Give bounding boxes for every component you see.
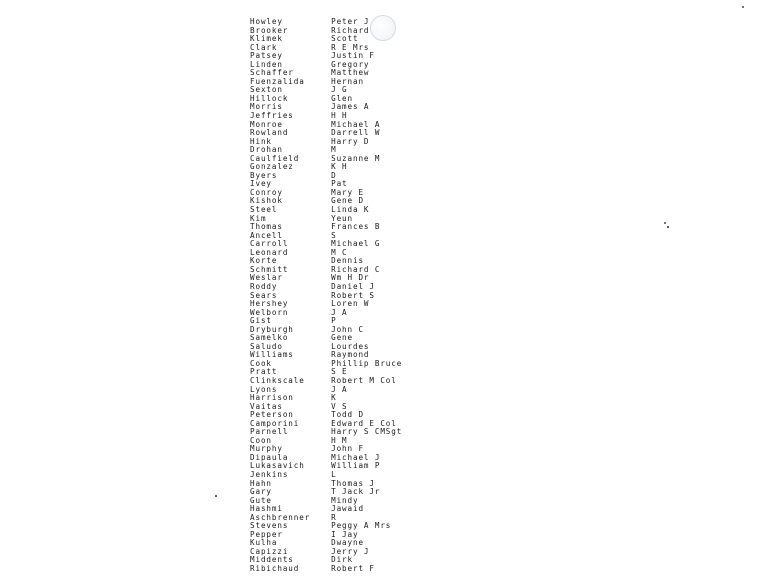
first-name: Harry D <box>331 137 370 146</box>
last-name: Schmitt <box>250 265 289 274</box>
list-item <box>250 539 430 548</box>
list-item <box>250 121 430 130</box>
first-name: Jawaid <box>331 505 364 514</box>
first-name: S <box>331 231 337 240</box>
first-name: Michael J <box>331 453 381 462</box>
last-name: Dipaula <box>250 453 289 462</box>
first-name: Michael A <box>331 120 381 129</box>
list-item <box>250 488 430 497</box>
list-item <box>250 146 430 155</box>
last-name: Byers <box>250 171 278 180</box>
list-item <box>250 394 430 403</box>
last-name: Middents <box>250 556 294 565</box>
last-name: Parnell <box>250 428 289 437</box>
first-name: Darrell W <box>331 129 381 138</box>
first-name: T Jack Jr <box>331 488 381 497</box>
last-name: Patsey <box>250 52 283 61</box>
list-item <box>250 445 430 454</box>
first-name: Lourdes <box>331 342 370 351</box>
list-item <box>250 343 430 352</box>
list-item <box>250 428 430 437</box>
last-name: Hink <box>250 137 272 146</box>
last-name: Camporini <box>250 419 300 428</box>
list-item <box>250 377 430 386</box>
last-name: Hashmi <box>250 505 283 514</box>
last-name: Capizzi <box>250 547 289 556</box>
first-name: Linda K <box>331 206 370 215</box>
first-name: Gene D <box>331 197 364 206</box>
last-name: Hershey <box>250 300 289 309</box>
last-name: Gute <box>250 496 272 505</box>
scan-speck <box>742 6 744 8</box>
list-item <box>250 103 430 112</box>
list-item <box>250 386 430 395</box>
list-item <box>250 86 430 95</box>
last-name: Leonard <box>250 248 289 257</box>
list-item <box>250 61 430 70</box>
last-name: Gist <box>250 317 272 326</box>
last-name: Welborn <box>250 308 289 317</box>
first-name: James A <box>331 103 370 112</box>
list-item <box>250 505 430 514</box>
first-name: Dirk <box>331 556 353 565</box>
list-item <box>250 206 430 215</box>
list-item <box>250 326 430 335</box>
list-item <box>250 112 430 121</box>
first-name: Scott <box>331 35 359 44</box>
first-name: J A <box>331 385 348 394</box>
last-name: Peterson <box>250 411 294 420</box>
first-name: R E Mrs <box>331 43 370 52</box>
list-item <box>250 35 430 44</box>
scan-speck <box>664 222 666 224</box>
list-item <box>250 514 430 523</box>
first-name: Mary E <box>331 188 364 197</box>
first-name: Dwayne <box>331 539 364 548</box>
last-name: Howley <box>250 18 283 26</box>
first-name: D <box>331 171 337 180</box>
list-item <box>250 172 430 181</box>
last-name: Gary <box>250 488 272 497</box>
last-name: Harrison <box>250 394 294 403</box>
list-item <box>250 240 430 249</box>
last-name: Hillock <box>250 94 289 103</box>
list-item <box>250 78 430 87</box>
list-item <box>250 437 430 446</box>
last-name: Kulha <box>250 539 278 548</box>
first-name: Raymond <box>331 351 370 360</box>
first-name: V S <box>331 402 348 411</box>
first-name: I Jay <box>331 530 359 539</box>
list-item <box>250 292 430 301</box>
first-name: William P <box>331 462 381 471</box>
list-item <box>250 52 430 61</box>
list-item <box>250 129 430 138</box>
first-name: M C <box>331 248 348 257</box>
last-name: Weslar <box>250 274 283 283</box>
first-name: Jerry J <box>331 547 370 556</box>
last-name: Carroll <box>250 240 289 249</box>
list-item <box>250 232 430 241</box>
list-item <box>250 138 430 147</box>
last-name: Samelko <box>250 334 289 343</box>
list-item <box>250 403 430 412</box>
first-name: Richard C <box>331 265 381 274</box>
first-name: Frances B <box>331 223 381 232</box>
list-item <box>250 223 430 232</box>
last-name: Hahn <box>250 479 272 488</box>
last-name: Morris <box>250 103 283 112</box>
first-name: Daniel J <box>331 282 375 291</box>
last-name: Stevens <box>250 522 289 531</box>
name-list <box>250 18 430 574</box>
last-name: Jeffries <box>250 112 294 121</box>
list-item <box>250 462 430 471</box>
first-name: Robert S <box>331 291 375 300</box>
last-name: Fuenzalida <box>250 77 305 86</box>
first-name: S E <box>331 368 348 377</box>
list-item <box>250 266 430 275</box>
list-item <box>250 565 430 574</box>
first-name: Gene <box>331 334 353 343</box>
first-name: Suzanne M <box>331 154 381 163</box>
list-item <box>250 522 430 531</box>
first-name: Robert M Col <box>331 376 397 385</box>
list-item <box>250 283 430 292</box>
last-name: Ivey <box>250 180 272 189</box>
first-name: M <box>331 146 337 155</box>
list-item <box>250 95 430 104</box>
list-item <box>250 197 430 206</box>
list-item <box>250 531 430 540</box>
first-name: Peggy A Mrs <box>331 522 392 531</box>
last-name: Jenkins <box>250 470 289 479</box>
first-name: H M <box>331 436 348 445</box>
first-name: Pat <box>331 180 348 189</box>
last-name: Vaitas <box>250 402 283 411</box>
list-item <box>250 155 430 164</box>
list-item <box>250 317 430 326</box>
last-name: Drohan <box>250 146 283 155</box>
last-name: Steel <box>250 206 278 215</box>
first-name: Michael G <box>331 240 381 249</box>
last-name: Murphy <box>250 445 283 454</box>
first-name: R <box>331 513 337 522</box>
list-item <box>250 420 430 429</box>
last-name: Klimek <box>250 35 283 44</box>
list-item <box>250 215 430 224</box>
first-name: Matthew <box>331 69 370 78</box>
last-name: Kishok <box>250 197 283 206</box>
first-name: Todd D <box>331 411 364 420</box>
last-name: Monroe <box>250 120 283 129</box>
list-item <box>250 27 430 36</box>
list-item <box>250 556 430 565</box>
first-name: John F <box>331 445 364 454</box>
last-name: Saludo <box>250 342 283 351</box>
first-name: P <box>331 317 337 326</box>
list-item <box>250 309 430 318</box>
list-item <box>250 480 430 489</box>
list-item <box>250 368 430 377</box>
list-item <box>250 18 430 27</box>
last-name: Ancell <box>250 231 283 240</box>
first-name: Dennis <box>331 257 364 266</box>
last-name: Pratt <box>250 368 278 377</box>
first-name: Wm H Dr <box>331 274 370 283</box>
last-name: Caulfield <box>250 154 300 163</box>
first-name: Gregory <box>331 60 370 69</box>
first-name: L <box>331 470 337 479</box>
first-name: Mindy <box>331 496 359 505</box>
list-item <box>250 69 430 78</box>
last-name: Rowland <box>250 129 289 138</box>
list-item <box>250 274 430 283</box>
list-item <box>250 249 430 258</box>
last-name: Clinkscale <box>250 376 305 385</box>
list-item <box>250 471 430 480</box>
first-name: J G <box>331 86 348 95</box>
last-name: Korte <box>250 257 278 266</box>
last-name: Clark <box>250 43 278 52</box>
last-name: Dryburgh <box>250 325 294 334</box>
last-name: Lukasavich <box>250 462 305 471</box>
first-name: Yeun <box>331 214 353 223</box>
list-item <box>250 257 430 266</box>
scan-speck <box>215 495 217 497</box>
last-name: Brooker <box>250 26 289 35</box>
list-item <box>250 44 430 53</box>
list-item <box>250 163 430 172</box>
last-name: Kim <box>250 214 267 223</box>
list-item <box>250 360 430 369</box>
first-name: Edward E Col <box>331 419 397 428</box>
list-item <box>250 351 430 360</box>
first-name: Harry S CMSgt <box>331 428 403 437</box>
first-name: Hernan <box>331 77 364 86</box>
last-name: Roddy <box>250 282 278 291</box>
last-name: Linden <box>250 60 283 69</box>
first-name: John C <box>331 325 364 334</box>
last-name: Lyons <box>250 385 278 394</box>
first-name: Phillip Bruce <box>331 359 403 368</box>
last-name: Williams <box>250 351 294 360</box>
first-name: Thomas J <box>331 479 375 488</box>
list-item <box>250 300 430 309</box>
first-name: Glen <box>331 94 353 103</box>
last-name: Cook <box>250 359 272 368</box>
last-name: Gonzalez <box>250 163 294 172</box>
list-item <box>250 497 430 506</box>
scan-speck <box>667 226 669 228</box>
last-name: Conroy <box>250 188 283 197</box>
list-item <box>250 334 430 343</box>
list-item <box>250 189 430 198</box>
first-name: H H <box>331 112 348 121</box>
list-item <box>250 548 430 557</box>
last-name: Aschbrenner <box>250 513 311 522</box>
first-name: K <box>331 394 337 403</box>
first-name: K H <box>331 163 348 172</box>
last-name: Coon <box>250 436 272 445</box>
first-name: Justin F <box>331 52 375 61</box>
last-name: Ribichaud <box>250 565 300 573</box>
list-item <box>250 454 430 463</box>
first-name: Peter J <box>331 18 370 26</box>
first-name: Loren W <box>331 300 370 309</box>
first-name: Richard <box>331 26 370 35</box>
last-name: Sears <box>250 291 278 300</box>
last-name: Sexton <box>250 86 283 95</box>
list-item <box>250 411 430 420</box>
first-name: J A <box>331 308 348 317</box>
last-name: Schaffer <box>250 69 294 78</box>
last-name: Pepper <box>250 530 283 539</box>
first-name: Robert F <box>331 565 375 573</box>
last-name: Thomas <box>250 223 283 232</box>
list-item <box>250 180 430 189</box>
